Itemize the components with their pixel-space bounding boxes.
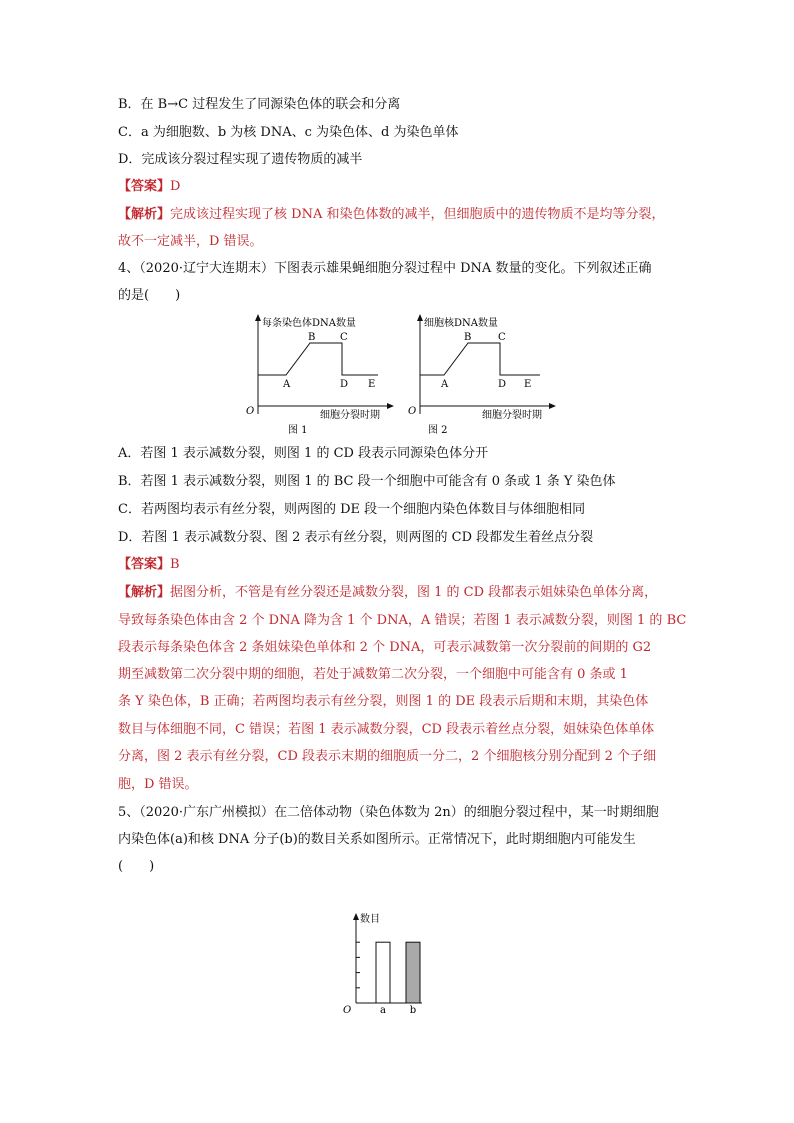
analysis-text: 数目与体细胞不同，C 错误；若图 1 表示减数分裂，CD 段表示着丝点分裂，姐妹染色体单体: [118, 722, 655, 737]
answer-value: D: [170, 179, 181, 194]
point-label: C: [340, 332, 348, 343]
analysis-text: 故不一定减半，D 错误。: [118, 234, 263, 249]
y-axis-arrow: [353, 913, 359, 920]
point-label: E: [524, 379, 532, 390]
analysis-text: 胞，D 错误。: [118, 777, 198, 792]
point-label: B: [308, 332, 316, 343]
q5-stem: 5、（2020·广东广州模拟）在二倍体动物（染色体数为 2n）的细胞分裂过程中，某一时期细胞: [118, 805, 659, 820]
analysis-text: 条 Y 染色体，B 正确；若两图均表示有丝分裂，则图 1 的 DE 段表示后期和末期，其染色体: [118, 694, 649, 709]
analysis-text: 完成该过程实现了核 DNA 和染色体数的减半，但细胞质中的遗传物质不是均等分裂，: [170, 207, 665, 222]
q4-answer-row: [118, 557, 180, 573]
q5-bar-chart: [340, 905, 450, 1020]
point-label: B: [464, 332, 472, 343]
analysis-text: 据图分析，不管是有丝分裂还是减数分裂，图 1 的 CD 段都表示姐妹染色单体分离，: [170, 585, 658, 600]
analysis-row: [118, 207, 664, 223]
analysis-label: 【解析】: [118, 207, 171, 222]
point-label: A: [283, 379, 291, 390]
analysis-text: 段表示每条染色体含 2 条姐妹染色单体和 2 个 DNA，可表示减数第一次分裂前的间期的 G2: [118, 640, 652, 655]
figure-2: [400, 310, 570, 440]
point-label: E: [368, 379, 376, 390]
figure-1: [238, 310, 408, 440]
answer-value: B: [170, 557, 180, 572]
answer-label: 【答案】: [118, 557, 171, 572]
y-axis-label: 数目: [360, 914, 380, 925]
point-label: C: [498, 332, 506, 343]
analysis-text: 分离，图 2 表示有丝分裂，CD 段表示末期的细胞质一分二，2 个细胞核分别分配到 2 个子细: [118, 749, 656, 764]
q4-option-b: B．若图 1 表示减数分裂，则图 1 的 BC 段一个细胞中可能含有 0 条或 1 条 Y 染色体: [118, 474, 616, 489]
q4-option-c: C．若两图均表示有丝分裂，则两图的 DE 段一个细胞内染色体数目与体细胞相同: [118, 502, 586, 517]
q4-option-a: A．若图 1 表示减数分裂，则图 1 的 CD 段表示同源染色体分开: [118, 446, 489, 461]
figure-1-origin: O: [246, 406, 255, 417]
category-label: b: [409, 1005, 417, 1016]
point-label: A: [441, 379, 449, 390]
category-label: a: [380, 1005, 386, 1016]
figure-1-ylabel: 每条染色体DNA数量: [262, 318, 356, 329]
analysis-label: 【解析】: [118, 585, 171, 600]
point-label: D: [340, 379, 349, 390]
option-d: D．完成该分裂过程实现了遗传物质的减半: [118, 152, 363, 167]
q4-option-d: D．若图 1 表示减数分裂、图 2 表示有丝分裂，则两图的 CD 段都发生着丝点分裂: [118, 530, 594, 545]
bar-b: [406, 942, 420, 1003]
figure-2-ylabel: 细胞核DNA数量: [424, 318, 498, 329]
answer-row: [118, 179, 180, 195]
figure-1-xlabel: 细胞分裂时期: [320, 410, 380, 421]
answer-label: 【答案】: [118, 179, 171, 194]
figure-2-caption: 图 2: [428, 425, 448, 436]
figure-2-origin: O: [408, 406, 417, 417]
q4-stem: 的是( ): [118, 288, 181, 303]
option-b: B．在 B→C 过程发生了同源染色体的联会和分离: [118, 97, 401, 112]
q4-stem: 4、（2020·辽宁大连期末）下图表示雄果蝇细胞分裂过程中 DNA 数量的变化。下列叙述正确: [118, 261, 652, 276]
origin-label: O: [343, 1005, 352, 1016]
q5-stem: ( ): [118, 859, 155, 874]
option-c: C．a 为细胞数、b 为核 DNA、c 为染色体、d 为染色单体: [118, 125, 459, 140]
analysis-text: 期至减数第二次分裂中期的细胞，若处于减数第二次分裂，一个细胞中可能含有 0 条或 1: [118, 667, 628, 682]
bar-a: [376, 942, 390, 1003]
figure-1-caption: 图 1: [288, 425, 308, 436]
q5-stem: 内染色体(a)和核 DNA 分子(b)的数目关系如图所示。正常情况下，此时期细胞内可能发生: [118, 832, 636, 847]
q4-analysis-row: [118, 585, 657, 601]
analysis-text: 导致每条染色体由含 2 个 DNA 降为含 1 个 DNA，A 错误；若图 1 表示减数分裂，则图 1 的 BC: [118, 613, 687, 628]
figure-2-xlabel: 细胞分裂时期: [482, 410, 542, 421]
point-label: D: [498, 379, 507, 390]
